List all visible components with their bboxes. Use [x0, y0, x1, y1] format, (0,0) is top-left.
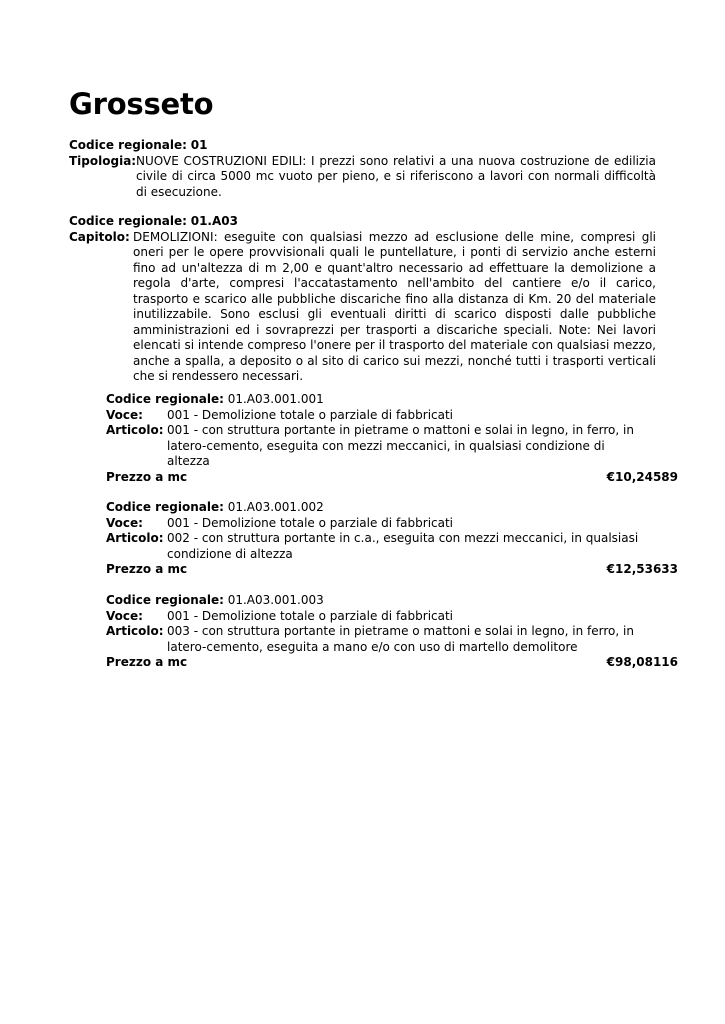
price-item	[106, 392, 678, 485]
voce-row	[106, 408, 678, 424]
item-code-line	[106, 593, 678, 609]
voce-row	[106, 516, 678, 532]
articolo-text: 001 - con struttura portante in pietrame o mattoni e solai in legno, in ferro, in latero-cemento, eseguita con mezzi meccanici, in qualsiasi condizione di altezza	[167, 423, 634, 468]
price-item	[106, 500, 678, 578]
code-value: 01.A03.001.002	[227, 500, 324, 514]
price-value: €12,53633	[606, 562, 678, 576]
voce-label: Voce:	[106, 515, 143, 530]
code-label: Codice regionale:	[106, 392, 224, 406]
articolo-row	[106, 423, 678, 470]
code-value: 01	[190, 138, 208, 152]
section-code-line	[69, 138, 656, 154]
articolo-row	[106, 624, 678, 655]
price-row	[106, 562, 678, 578]
section-capitolo	[69, 214, 656, 385]
articolo-label: Articolo:	[106, 423, 164, 437]
articolo-text: 002 - con struttura portante in c.a., eseguita con mezzi meccanici, in qualsiasi condizione di altezza	[167, 531, 639, 561]
code-label: Codice regionale:	[69, 138, 187, 152]
price-row	[106, 655, 678, 671]
code-value: 01.A03	[190, 214, 238, 228]
section-code-line	[69, 214, 656, 230]
price-item	[106, 593, 678, 671]
capitolo-row	[69, 230, 656, 385]
code-value: 01.A03.001.003	[227, 593, 324, 607]
price-value: €98,08116	[606, 655, 678, 669]
price-label: Prezzo a mc	[106, 469, 188, 484]
articolo-text: 003 - con struttura portante in pietrame o mattoni e solai in legno, in ferro, in latero-cemento, eseguita a mano e/o con uso di martello demolitore	[167, 624, 634, 654]
price-row	[106, 470, 678, 486]
code-label: Codice regionale:	[69, 214, 187, 228]
capitolo-text: DEMOLIZIONI: eseguite con qualsiasi mezzo ad esclusione delle mine, compresi gli oneri per le opere provvisionali quali le puntellature, i ponti di servizio anche esterni fino ad un'altezza di m 2,00 e quant'altro necessario ad effettuare la demolizione a regola d'arte, compresi l'accatastamento nell'ambito del cantiere e/o il carico, trasporto e scarico alle pubbliche discariche fino alla distanza di Km. 20 del materiale inutilizzabile. Sono esclusi gli eventuali diritti di scarico disposti dalle pubbliche amministrazioni ed i sovraprezzi per trasporti a discariche speciali. Note: Nei lavori elencati si intende compreso l'onere per il trasporto del materiale con qualsiasi mezzo, anche a spalla, a deposito o al sito di carico sui mezzi, nonché tutti i trasporti verticali che si rendessero necessari.	[133, 229, 656, 383]
code-value: 01.A03.001.001	[227, 392, 324, 406]
articolo-label: Articolo:	[106, 624, 164, 638]
voce-text: 001 - Demolizione totale o parziale di fabbricati	[167, 407, 454, 422]
voce-label: Voce:	[106, 608, 143, 623]
articolo-row	[106, 531, 678, 562]
tipologia-row	[69, 154, 656, 201]
capitolo-label: Capitolo:	[69, 229, 130, 244]
price-value: €10,24589	[606, 469, 678, 484]
voce-row	[106, 609, 678, 625]
voce-text: 001 - Demolizione totale o parziale di fabbricati	[167, 608, 454, 623]
code-label: Codice regionale:	[106, 500, 224, 514]
tipologia-text: NUOVE COSTRUZIONI EDILI: I prezzi sono relativi a una nuova costruzione de edilizia civile di circa 5000 mc vuoto per pieno, e si riferiscono a lavori con normali difficoltà di esecuzione.	[136, 153, 656, 199]
price-label: Prezzo a mc	[106, 655, 188, 669]
price-label: Prezzo a mc	[106, 562, 188, 576]
tipologia-label: Tipologia:	[69, 153, 137, 168]
item-code-line	[106, 500, 678, 516]
code-label: Codice regionale:	[106, 593, 224, 607]
section-tipologia	[69, 138, 656, 200]
articolo-label: Articolo:	[106, 531, 164, 545]
page-title: Grosseto	[69, 87, 214, 121]
item-code-line	[106, 392, 678, 408]
voce-text: 001 - Demolizione totale o parziale di fabbricati	[167, 515, 454, 530]
voce-label: Voce:	[106, 407, 143, 422]
